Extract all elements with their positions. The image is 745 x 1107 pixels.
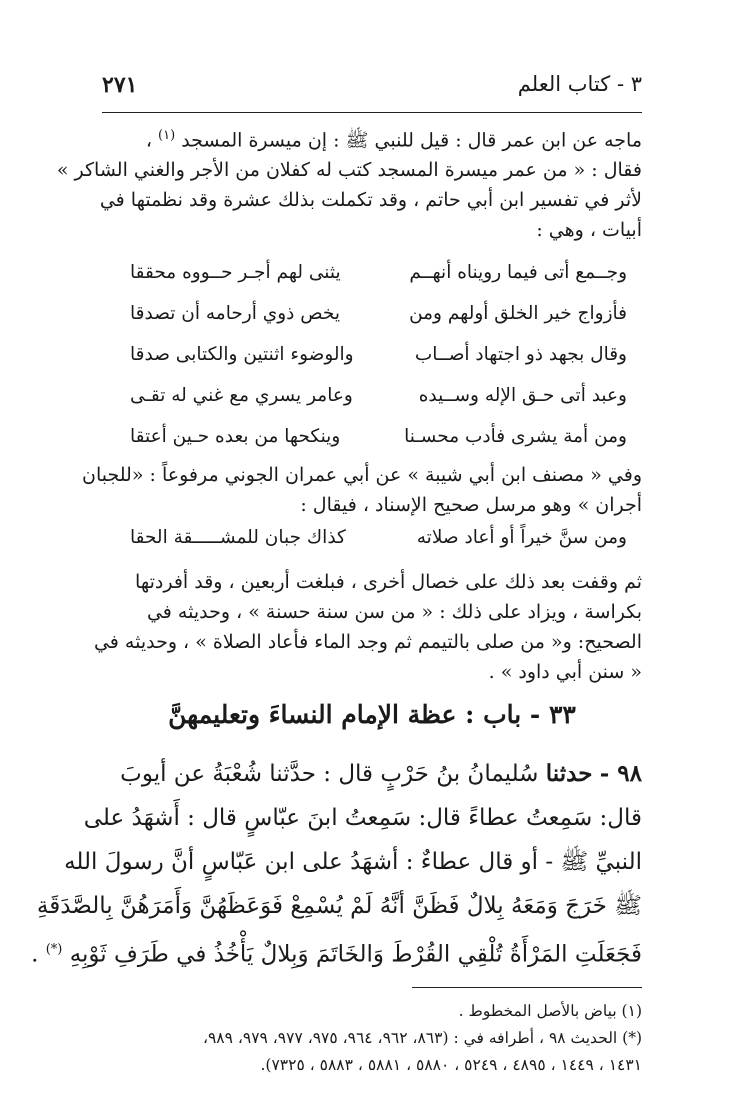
running-chapter-title: ٣ - كتاب العلم <box>517 72 642 96</box>
verse-second-hemistich: كذاك جبان للمشـــــقة الحقا <box>130 527 346 548</box>
text-line: « سنن أبي داود » . <box>488 661 642 683</box>
hadith-number: ٩٨ - <box>599 760 642 787</box>
text-line: النبيِّ ﷺ - أو قال عطاءٌ : أشهَدُ على ابن عَبّاسٍ أنَّ رسولَ الله <box>64 849 642 875</box>
verse-second-hemistich: وعامر يسري مع غني له تقـى <box>130 385 353 406</box>
chapter-heading: ٣٣ - باب : عظة الإمام النساءَ وتعليمهنَّ <box>168 700 576 729</box>
text-line: لأثر في تفسير ابن أبي حاتم ، وقد تكملت بذلك عشرة وقد نظمتها في <box>99 189 642 212</box>
footnote: (١) بياض بالأصل المخطوط . <box>458 1002 642 1020</box>
header-divider <box>102 112 642 113</box>
poem <box>130 252 627 457</box>
footnote: ١٤٣١ ، ١٤٤٩ ، ٤٨٩٥ ، ٥٢٤٩ ، ٥٨٨٠ ، ٥٨٨١ ، ٥٨٨٣ ، ٧٣٢٥). <box>260 1056 642 1074</box>
footnotes <box>102 998 642 1079</box>
text-line: أجران » وهو مرسل صحيح الإسناد ، فيقال : <box>300 494 642 516</box>
verse-second-hemistich: والوضوء اثنتين والكتابى صدقا <box>130 344 354 365</box>
page-header <box>102 72 642 112</box>
page-number: ٢٧١ <box>102 72 138 98</box>
second-paragraph <box>82 460 642 520</box>
text-line: ثم وقفت بعد ذلك على خصال أخرى ، فبلغت أربعين ، وقد أفردتها <box>135 571 642 593</box>
verse-second-hemistich: يخص ذوي أرحامه أن تصدقا <box>130 303 341 324</box>
intro-paragraph <box>56 121 642 245</box>
verse-first-hemistich: وعبد أتى حـق الإله وســيده <box>418 385 627 406</box>
verse-first-hemistich: وقال بجهد ذو اجتهاد أصــاب <box>414 344 627 365</box>
text-line: قال: سَمِعتُ عطاءً قال: سَمِعتُ ابنَ عبّاسٍ قال : أَشهَدُ على <box>83 805 642 831</box>
poem-verse <box>130 375 627 416</box>
footnote-marker[interactable]: (١) <box>158 128 176 143</box>
verse-second-hemistich: يثنى لهم أجـر حــووه محققا <box>130 262 341 283</box>
footnote-marker[interactable]: (*) <box>45 942 63 957</box>
text-line: فقال : « من عمر ميسرة المسجد كتب له كفلان من الأجر والغني الشاكر » <box>56 159 642 182</box>
poem-verse <box>130 252 627 293</box>
third-paragraph <box>93 567 642 687</box>
hadith-text <box>31 752 642 977</box>
verse-second-hemistich: وينكحها من بعده حـين أعتقا <box>130 426 341 447</box>
verse-first-hemistich: وجــمع أتى فيما رويناه أنهــم <box>409 262 627 283</box>
verse-first-hemistich: ومن أمة يشرى فأدب محسـنا <box>404 426 627 447</box>
text-line: الصحيح: و« من صلى بالتيمم ثم وجد الماء فأعاد الصلاة » ، وحديثه في <box>93 631 642 653</box>
poem-verse <box>130 293 627 334</box>
text-line: ﷺ خَرَجَ وَمَعَهُ بِلالٌ فَظَنَّ أنَّهُ لَمْ يُسْمِعْ فَوَعَظَهُنَّ وَأَمَرَهُنَّ بِالصَّدَقَةِ <box>36 893 642 919</box>
text-line: ماجه عن ابن عمر قال : قيل للنبي ﷺ : إن ميسرة المسجد $^{(١)}$ ، <box>145 128 642 152</box>
text-line: أبيات ، وهي : <box>536 219 642 242</box>
single-verse <box>130 527 627 548</box>
text-line: ٩٨ - حدثنا سُليمانُ بنُ حَرْبٍ قال : حدَّثنا شُعْبَةُ عن أيوبَ <box>120 760 642 787</box>
verse-first-hemistich: ومن سنَّ خيراً أو أعاد صلاته <box>416 527 627 548</box>
text-line: فَجَعَلَتِ المَرْأَةُ تُلْقِي القُرْطَ وَالخَاتَمَ وَبِلالٌ يَأْخُذُ في طَرَفِ ثَوْبِهِ (*) . <box>31 941 642 968</box>
text-line: وفي « مصنف ابن أبي شيبة » عن أبي عمران الجوني مرفوعاً : «للجبان <box>82 464 642 486</box>
poem-verse <box>130 334 627 375</box>
verse-first-hemistich: فأزواج خير الخلق أولهم ومن <box>409 303 627 324</box>
text-line: بكراسة ، ويزاد على ذلك : « من سن سنة حسنة » ، وحديثه في <box>146 601 642 623</box>
footnote: (*) الحديث ٩٨ ، أطرافه في : (٨٦٣، ٩٦٢، ٩٦٤، ٩٧٥، ٩٧٧، ٩٧٩، ٩٨٩، <box>202 1029 642 1047</box>
footnote-divider <box>412 987 642 988</box>
hadith-opening: حدثنا <box>545 760 593 787</box>
poem-verse <box>130 416 627 457</box>
